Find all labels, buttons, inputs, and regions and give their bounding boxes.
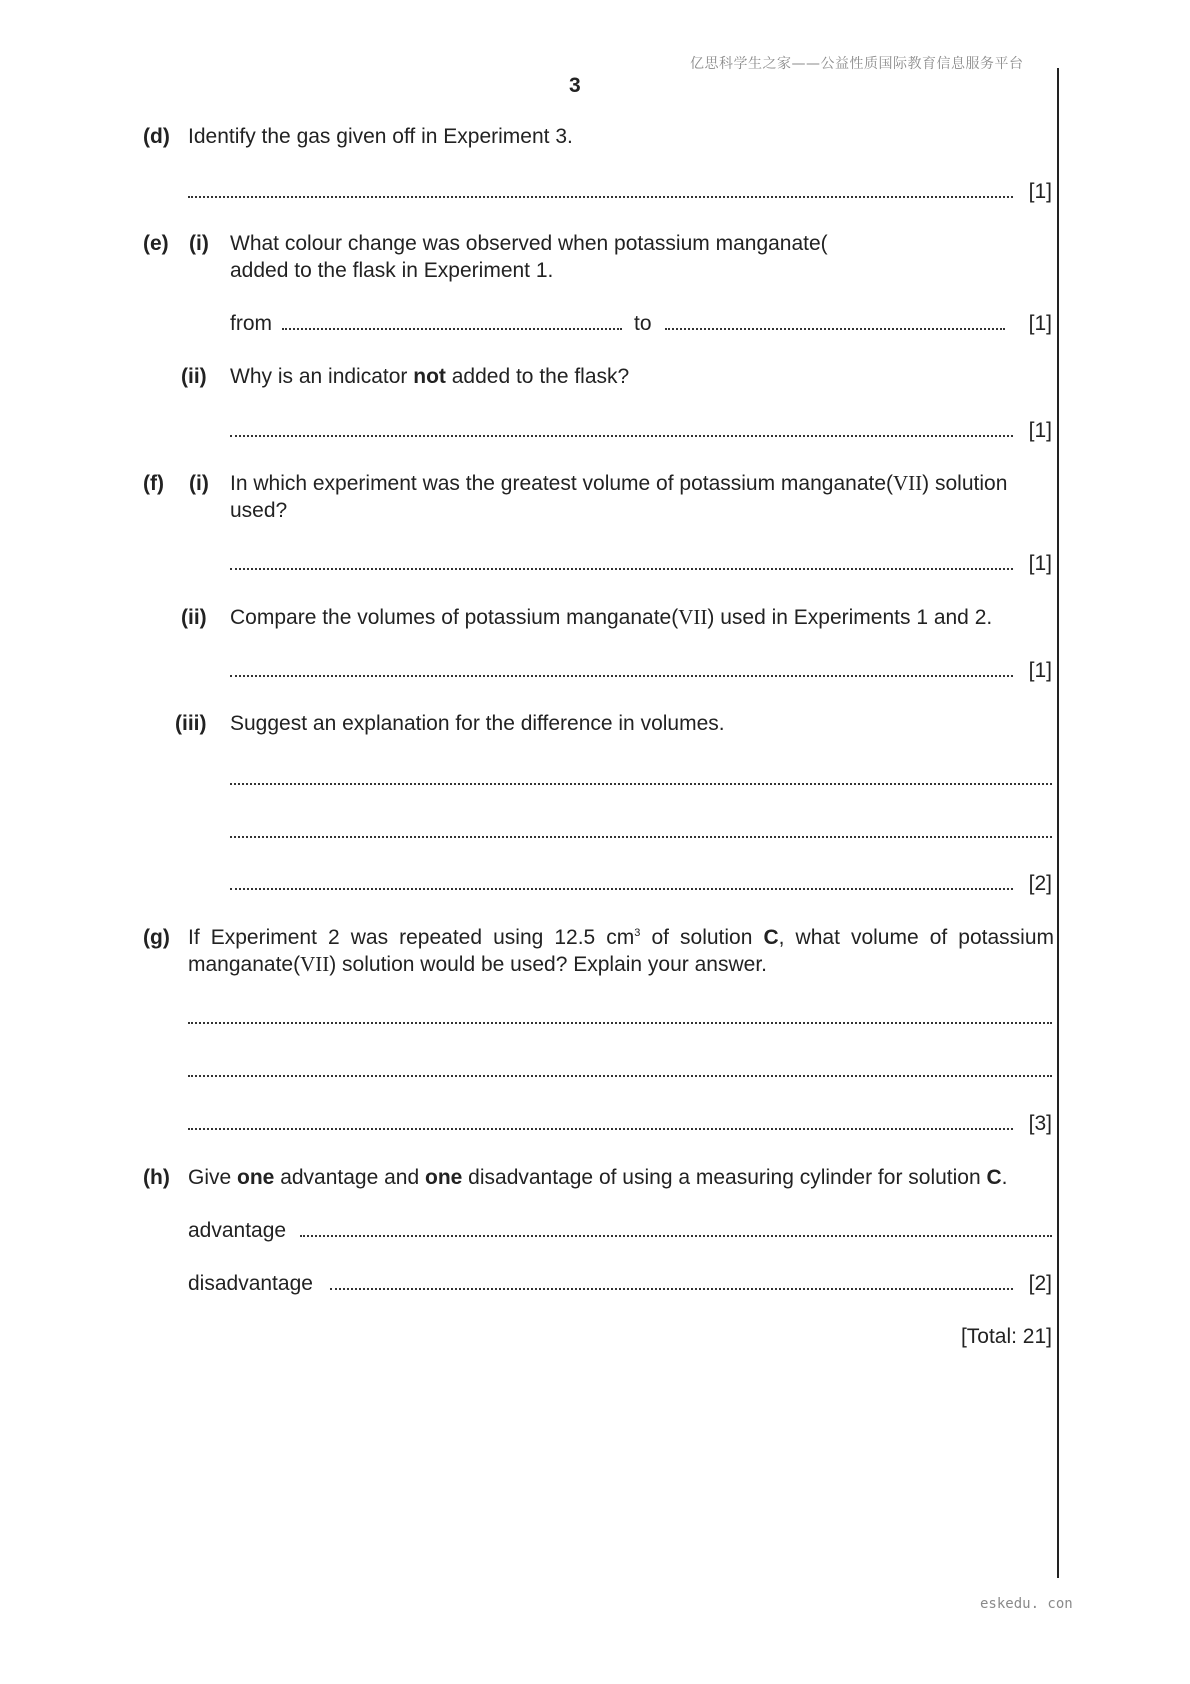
mark-f-ii: [1] [1028,659,1052,682]
question-e-ii-label: (ii) [181,365,207,388]
margin-rule [1057,68,1059,1578]
footer-site: eskedu. con [980,1596,1073,1612]
total-marks: [Total: 21] [960,1325,1052,1348]
answer-line-advantage[interactable] [300,1235,1052,1237]
question-f-i-label: (i) [189,472,209,495]
question-g-text-line1: If Experiment 2 was repeated using 12.5 $cm^3$ of solution C, what volume of potassium [188,926,1054,949]
answer-line-e-ii[interactable] [230,435,1013,437]
question-e-ii-text: Why is an indicator not added to the flask? [230,365,630,388]
answer-line-e-i-from[interactable] [282,328,622,330]
watermark-header: 亿思科学生之家——公益性质国际教育信息服务平台 [690,56,1024,72]
answer-line-disadvantage[interactable] [330,1288,1013,1290]
from-label: from [230,312,272,335]
question-e-label: (e) [143,232,169,255]
answer-line-f-iii-1[interactable] [230,783,1052,785]
mark-f-iii: [2] [1028,872,1052,895]
question-f-ii-text: Compare the volumes of potassium manganate(VII) used in Experiments 1 and 2. [230,605,993,629]
question-d-label: (d) [143,125,170,148]
question-f-iii-text: Suggest an explanation for the difference in volumes. [230,712,725,735]
page-number: 3 [569,74,581,97]
question-e-i-text-line1: What colour change was observed when potassium manganate( [230,232,828,255]
answer-line-d[interactable] [188,196,1013,198]
answer-line-g-2[interactable] [188,1075,1052,1077]
question-e-i-label: (i) [189,232,209,255]
question-f-ii-label: (ii) [181,606,207,629]
mark-d: [1] [1028,180,1052,203]
question-h-label: (h) [143,1166,170,1189]
question-g-text-line2: manganate(VII) solution would be used? Explain your answer. [188,952,767,976]
answer-line-g-1[interactable] [188,1022,1052,1024]
mark-h: [2] [1028,1272,1052,1295]
question-f-i-text-line2: used? [230,499,288,522]
question-f-iii-label: (iii) [175,712,207,735]
mark-f-i: [1] [1028,552,1052,575]
question-g-label: (g) [143,926,170,949]
advantage-label: advantage [188,1219,287,1242]
question-f-i-text-line1: In which experiment was the greatest volume of potassium manganate(VII) solution [230,471,1008,495]
answer-line-f-i[interactable] [230,568,1013,570]
mark-g: [3] [1028,1112,1052,1135]
mark-e-ii: [1] [1028,419,1052,442]
mark-e-i: [1] [1028,312,1052,335]
answer-line-f-iii-2[interactable] [230,836,1052,838]
answer-line-e-i-to[interactable] [665,328,1005,330]
disadvantage-label: disadvantage [188,1272,313,1295]
answer-line-f-ii[interactable] [230,675,1013,677]
question-d-text: Identify the gas given off in Experiment 3. [188,125,573,148]
answer-line-g-3[interactable] [188,1128,1013,1130]
question-e-i-text-line2: added to the flask in Experiment 1. [230,259,554,282]
answer-line-f-iii-3[interactable] [230,888,1013,890]
question-f-label: (f) [143,472,164,495]
question-h-text: Give one advantage and one disadvantage of using a measuring cylinder for solution C. [188,1166,1008,1189]
to-label: to [634,312,652,335]
